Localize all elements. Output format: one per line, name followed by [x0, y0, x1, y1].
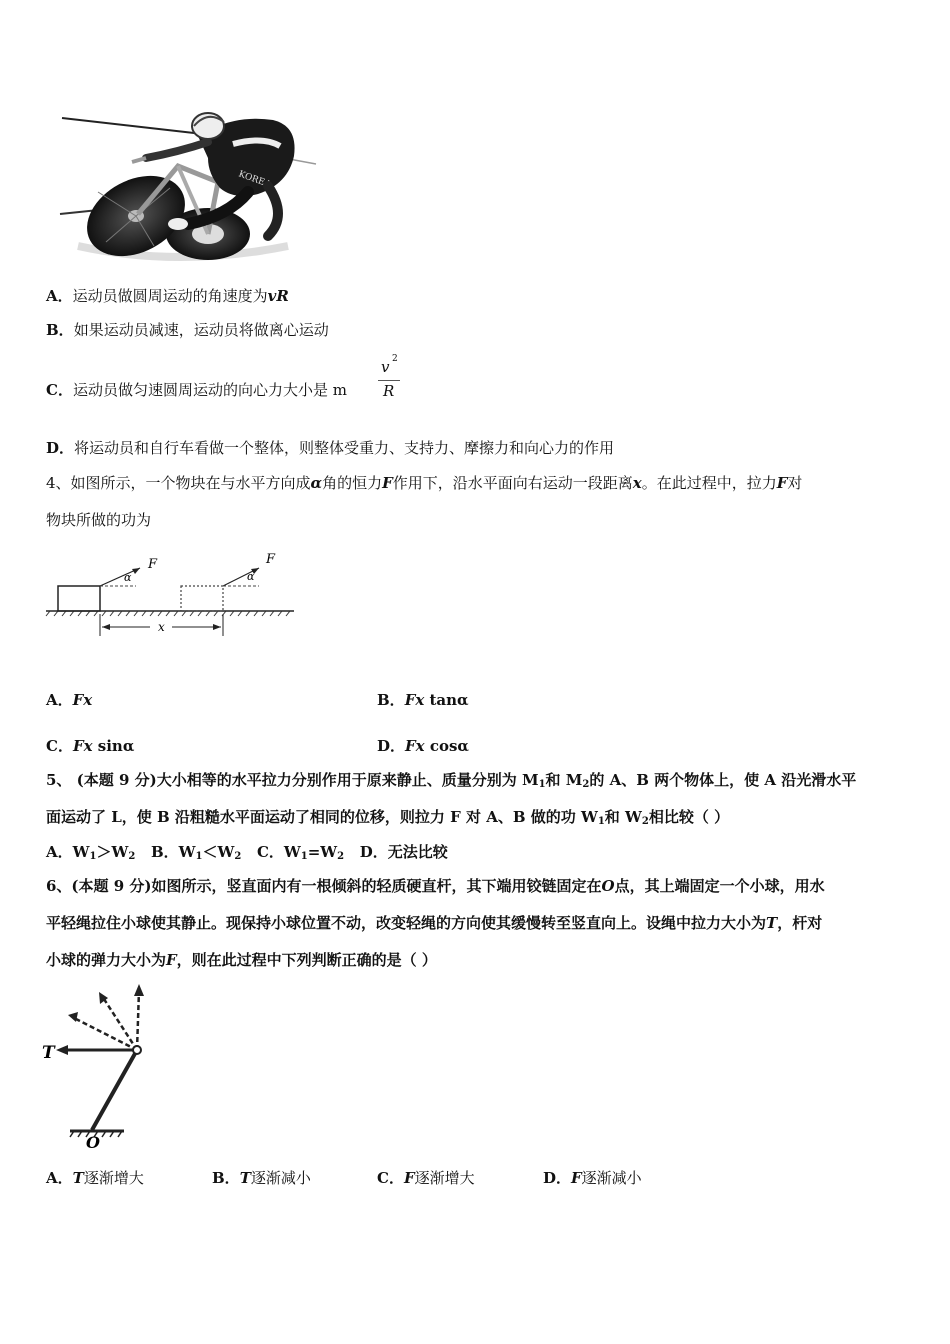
option-label: D．	[46, 439, 75, 457]
option-text: C．W	[256, 843, 301, 861]
subscript: 1	[89, 851, 97, 862]
cyclist-photo	[58, 96, 320, 262]
q5-option-d[interactable]: D．无法比较	[359, 843, 448, 861]
stem-text: 的 A、B 两个物体上，使 A 沿光滑水平	[589, 771, 857, 789]
stem-text: 平轻绳拉住小球使其静止。现保持小球位置不动，改变轻绳的方向使其缓慢转至竖直向上。设绳中拉力大小为	[46, 914, 767, 932]
stem-text: 4、如图所示，一个物块在与水平方向成	[46, 474, 311, 492]
q6-stem-line2	[46, 913, 822, 933]
tension-symbol: T	[766, 914, 778, 932]
q3-option-d[interactable]	[46, 438, 614, 458]
option-text: B．W	[150, 843, 196, 861]
option-expr: Fx	[72, 691, 93, 709]
jersey-text: KOREA	[236, 169, 273, 191]
angle-label-1: α	[124, 571, 132, 584]
subscript: 1	[538, 779, 546, 790]
option-text: 将运动员和自行车看做一个整体，则整体受重力、支持力、摩擦力和向心力的作用	[74, 439, 615, 457]
option-label: C．	[46, 381, 73, 399]
stem-text: 面运动了 L，使 B 沿粗糙水平面运动了相同的位移，则拉力 F 对 A、B 做的功 W	[46, 808, 598, 826]
option-var: T	[239, 1169, 251, 1187]
subscript: 2	[641, 816, 649, 827]
fraction-bar	[378, 380, 400, 381]
tension-label: T	[42, 1043, 55, 1063]
option-text: 逐渐增大	[83, 1169, 144, 1187]
option-text: 逐渐减小	[581, 1169, 642, 1187]
option-label: D．	[543, 1169, 572, 1187]
option-expr: Fx	[72, 737, 93, 755]
fraction-denominator: R	[383, 382, 395, 400]
stem-text: ，杆对	[777, 914, 823, 932]
option-text: ＜W	[202, 843, 235, 861]
q6-option-d[interactable]	[543, 1168, 642, 1188]
point-symbol: O	[601, 877, 615, 895]
force-symbol: F	[166, 951, 177, 969]
option-text: A．W	[46, 843, 90, 861]
q5-option-c[interactable]	[257, 843, 344, 861]
q6-option-b[interactable]	[212, 1168, 311, 1188]
q3-option-a[interactable]	[46, 286, 289, 306]
option-var: F	[403, 1169, 415, 1187]
q5-stem-line1	[46, 770, 856, 795]
option-label: C．	[46, 737, 73, 755]
q3-option-c-fraction	[378, 354, 404, 404]
q5-option-a[interactable]	[46, 843, 135, 861]
option-text: 逐渐增大	[414, 1169, 475, 1187]
stem-text: 。在此过程中，拉力	[641, 474, 777, 492]
q5-option-b[interactable]	[151, 843, 241, 861]
stem-text: 点，其上端固定一个小球，用水	[614, 877, 825, 895]
q4-option-c[interactable]	[46, 736, 134, 756]
subscript: 1	[300, 851, 308, 862]
stem-text: 角的恒力	[322, 474, 383, 492]
angle-label-2: α	[247, 570, 255, 583]
q4-stem-line1	[46, 473, 802, 493]
stem-text: 6、(本题 9 分)如图所示，竖直面内有一根倾斜的轻质硬直杆，其下端用铰链固定在	[46, 877, 602, 895]
option-expr: Fx	[405, 737, 425, 755]
stem-text: 小球的弹力大小为	[46, 951, 167, 969]
option-label: A．	[46, 691, 73, 709]
option-fn: sinα	[92, 737, 135, 755]
q4-option-b[interactable]	[377, 690, 469, 710]
option-expr: vR	[267, 287, 289, 305]
option-text: 如果运动员减速，运动员将做离心运动	[73, 321, 329, 339]
option-label: D．	[377, 737, 406, 755]
stem-text: 和 W	[604, 808, 642, 826]
distance-label: x	[158, 620, 165, 634]
option-label: A．	[46, 1169, 73, 1187]
force-label-1: F	[148, 557, 158, 572]
q6-stem-line1	[46, 876, 825, 896]
subscript: 1	[195, 851, 203, 862]
option-fn: tanα	[424, 691, 469, 709]
option-label: C．	[377, 1169, 404, 1187]
option-text: 运动员做圆周运动的角速度为	[72, 287, 268, 305]
q6-option-a[interactable]	[46, 1168, 144, 1188]
subscript: 2	[582, 779, 590, 790]
q3-option-c[interactable]	[46, 380, 347, 400]
force-symbol: F	[776, 474, 788, 492]
option-text: =W	[307, 843, 338, 861]
subscript: 2	[128, 851, 136, 862]
pivot-label: O	[86, 1133, 100, 1148]
option-var: F	[571, 1169, 582, 1187]
stem-text: ，则在此过程中下列判断正确的是（ ）	[176, 951, 437, 969]
q4-option-a[interactable]	[46, 690, 92, 710]
force-label-2: F	[266, 552, 276, 567]
q6-option-c[interactable]	[377, 1168, 475, 1188]
option-label: B．	[46, 321, 74, 339]
option-fn: cosα	[424, 737, 469, 755]
option-expr: Fx	[404, 691, 425, 709]
q6-stem-line3	[46, 950, 437, 970]
option-text: 运动员做匀速圆周运动的向心力大小是 m	[72, 381, 347, 399]
option-text: ＞W	[96, 843, 129, 861]
q3-option-b[interactable]	[46, 320, 329, 340]
distance-symbol: x	[632, 474, 642, 492]
subscript: 2	[234, 851, 242, 862]
q6-rod-diagram	[40, 978, 150, 1148]
alpha-symbol: α	[310, 474, 323, 492]
stem-text: 相比较（ ）	[648, 808, 730, 826]
option-label: A．	[46, 287, 73, 305]
q4-force-diagram	[44, 548, 300, 644]
fraction-numerator: v	[381, 358, 390, 376]
stem-text: 对	[787, 474, 803, 492]
q5-stem-line2	[46, 807, 729, 832]
option-label: B．	[377, 691, 405, 709]
q4-option-d[interactable]	[377, 736, 469, 756]
stem-text: 作用下，沿水平面向右运动一段距离	[392, 474, 633, 492]
q5-options	[46, 842, 448, 867]
option-text: 逐渐减小	[250, 1169, 311, 1187]
stem-text: 5、 (本题 9 分)大小相等的水平拉力分别作用于原来静止、质量分别为 M	[46, 771, 539, 789]
option-label: B．	[212, 1169, 240, 1187]
subscript: 2	[337, 851, 345, 862]
force-symbol: F	[382, 474, 393, 492]
stem-text: 和 M	[545, 771, 583, 789]
q4-stem-line2: 物块所做的功为	[46, 511, 152, 529]
subscript: 1	[597, 816, 605, 827]
option-var: T	[72, 1169, 84, 1187]
fraction-superscript: 2	[392, 354, 398, 364]
